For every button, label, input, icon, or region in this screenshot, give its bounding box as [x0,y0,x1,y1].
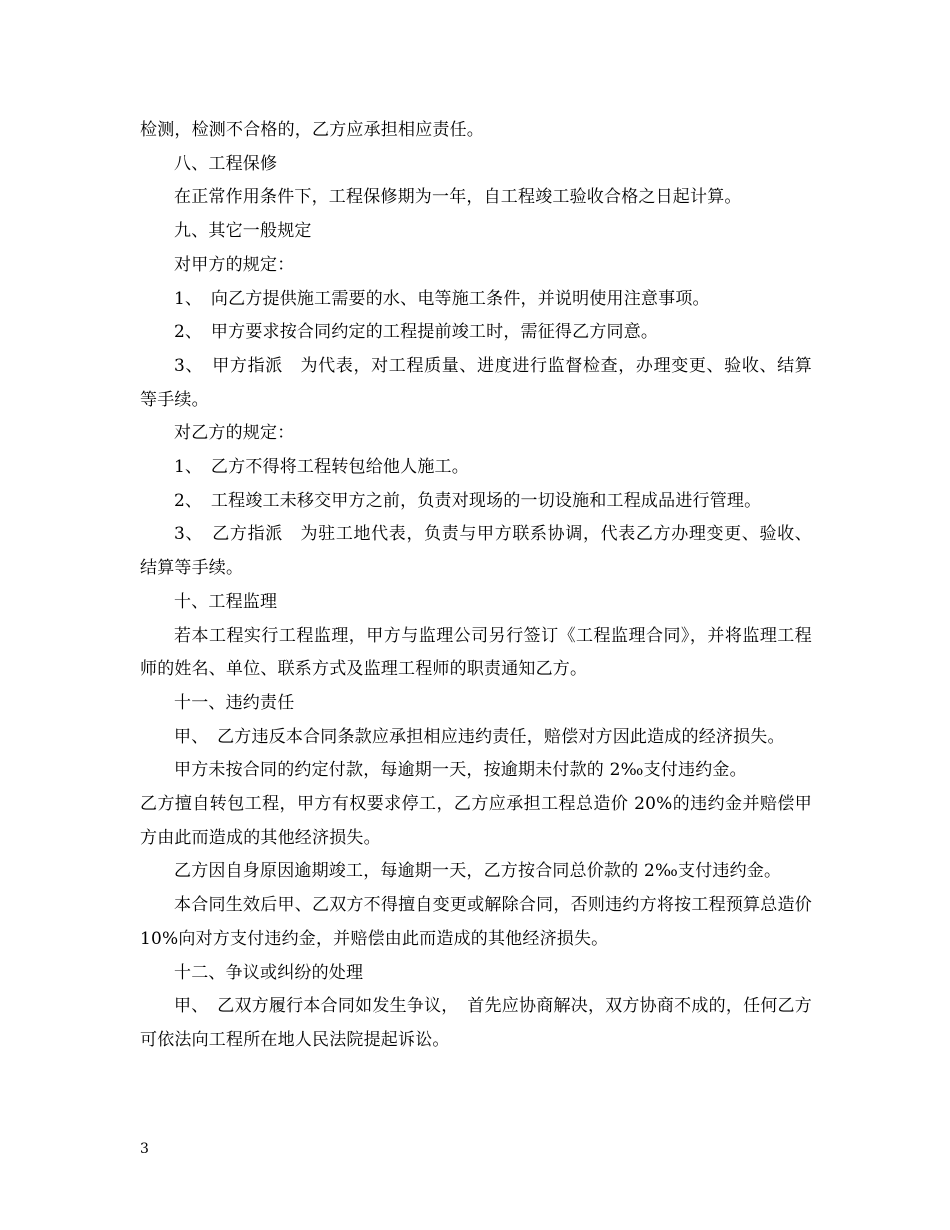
paragraph-liability-general: 甲、 乙方违反本合同条款应承担相应违约责任，赔偿对方因此造成的经济损失。 [174,726,785,747]
paragraph-late-payment: 甲方未按合同的约定付款，每逾期一天，按逾期未付款的 2‰支付违约金。 [174,760,747,781]
paragraph-supervision: 若本工程实行工程监理，甲方与监理公司另行签订《工程监理合同》，并将监理工程师的姓名、单位、联系方式及监理工程师的职责通知乙方。 [140,625,812,680]
party-a-rule-1: 1、 向乙方提供施工需要的水、电等施工条件，并说明使用注意事项。 [174,288,710,309]
section-heading-supervision: 十、工程监理 [174,591,278,612]
page-number: 3 [140,1141,149,1157]
paragraph-late-completion: 乙方因自身原因逾期竣工，每逾期一天，乙方按合同总价款的 2‰支付违约金。 [174,861,782,882]
party-b-rule-1: 1、 乙方不得将工程转包给他人施工。 [174,457,469,478]
subheading-party-a-rules: 对甲方的规定： [174,254,295,275]
paragraph-subcontracting: 乙方擅自转包工程，甲方有权要求停工，乙方应承担工程总造价 20%的违约金并赔偿甲方由此而造成的其他经济损失。 [140,794,812,848]
paragraph-1: 检测，检测不合格的，乙方应承担相应责任。 [140,120,484,140]
party-b-rule-3: 3、 乙方指派 为驻工地代表，负责与甲方联系协调，代表乙方办理变更、验收、结算等手续。 [140,524,812,579]
paragraph-warranty-period: 在正常作用条件下，工程保修期为一年，自工程竣工验收合格之日起计算。 [174,187,742,208]
section-heading-general-rules: 九、其它一般规定 [174,221,312,242]
paragraph-termination: 本合同生效后甲、乙双方不得擅自变更或解除合同，否则违约方将按工程预算总造价 10%向对方支付违约金，并赔偿由此而造成的其他经济损失。 [140,895,812,949]
body-text [140,114,812,1058]
section-heading-disputes: 十二、争议或纠纷的处理 [174,962,364,983]
party-a-rule-3: 3、 甲方指派 为代表，对工程质量、进度进行监督检查，办理变更、验收、结算等手续。 [140,355,812,410]
paragraph-disputes: 甲、 乙双方履行本合同如发生争议， 首先应协商解决，双方协商不成的，任何乙方可依法向工程所在地人民法院提起诉讼。 [140,996,812,1050]
party-b-rule-2: 2、 工程竣工未移交甲方之前，负责对现场的一切设施和工程成品进行管理。 [174,490,762,511]
party-a-rule-2: 2、 甲方要求按合同约定的工程提前竣工时，需征得乙方同意。 [174,322,659,343]
section-heading-liability: 十一、违约责任 [174,692,295,713]
subheading-party-b-rules: 对乙方的规定： [174,423,295,444]
section-heading-warranty: 八、工程保修 [174,153,278,174]
